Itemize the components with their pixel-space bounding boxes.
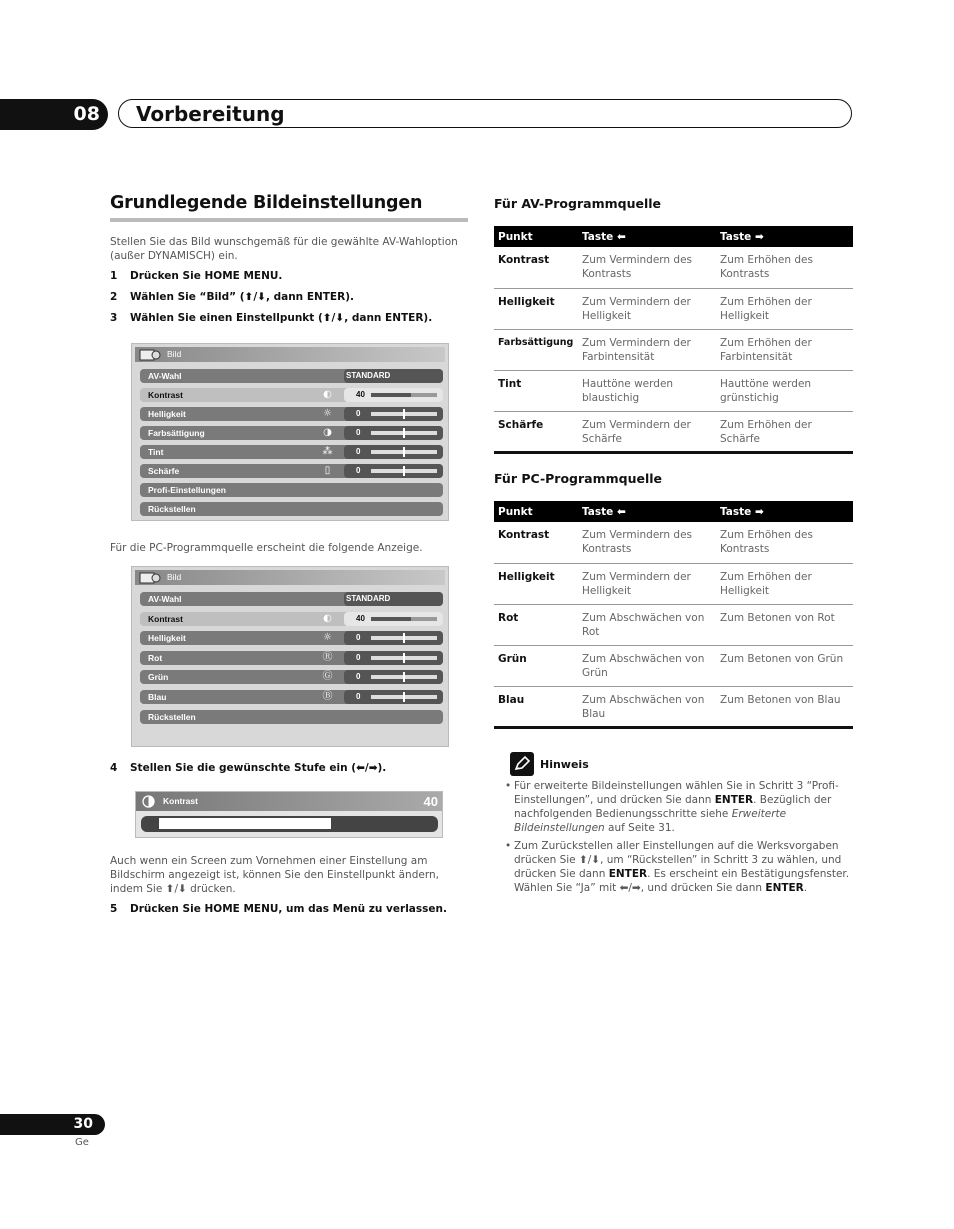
setting-level-bar [371,695,437,699]
step-1 [110,270,282,282]
pc-note: Für die PC-Programmquelle erscheint die folgende Anzeige. [110,542,423,554]
menu-row-label: Rot [148,653,163,663]
note-item-1: • Für erweiterte Bildeinstellungen wählen Sie in Schritt 3 “Profi-Einstellungen”, und drücken Sie dann ENTER. Bezüglich der nachfolgenden Bedienungsschritte siehe Erweiterte Bildeinstellungen auf Seite 31. [505,780,839,834]
table-header-row [494,226,853,247]
setting-level-marker [403,428,405,438]
menu-row[interactable] [140,651,443,665]
setting-level-marker [403,466,405,476]
step-text: Wählen Sie einen Einstellpunkt (⬆/⬇, dann ENTER). [130,312,433,324]
contrast-icon [142,795,155,808]
setting-level-marker [403,692,405,702]
setting-icon: ◐ [323,613,332,624]
table-row [494,604,853,645]
menu-row[interactable] [140,592,443,606]
setting-icon: ◐ [323,389,332,400]
note-bold: ENTER [608,868,648,880]
setting-value: 0 [356,409,361,418]
table-cell-right: Zum Betonen von Grün [716,645,853,686]
note-bold: ENTER [714,794,754,806]
col-punkt: Punkt [494,226,578,247]
table-cell-item: Tint [494,370,578,411]
note-text: auf Seite 31. [604,822,675,834]
contrast-value: 40 [423,794,438,809]
col-taste-right: Taste ➡ [716,226,853,247]
contrast-slider[interactable] [141,816,438,832]
paragraph-2: Auch wenn ein Screen zum Vornehmen einer Einstellung am Bildschirm angezeigt ist, können Sie den Einstellpunkt ändern, indem Sie ⬆/⬇ drücken. [110,855,439,895]
menu-row[interactable] [140,369,443,383]
setting-value: 0 [356,447,361,456]
av-source-title: Für AV-Programmquelle [494,196,661,211]
step-number: 5 [110,903,118,915]
setting-value: 0 [356,633,361,642]
setting-level-bar [371,393,437,397]
menu-row-label: Farbsättigung [148,428,205,438]
step-number: 3 [110,312,118,324]
table-row [494,686,853,727]
step-text: Drücken Sie HOME MENU. [130,270,283,282]
table-cell-left: Zum Vermindern der Helligkeit [578,288,716,329]
setting-icon: ☼ [323,632,332,643]
table-cell-item: Blau [494,686,578,727]
menu-row[interactable] [140,612,443,626]
table-row [494,329,853,370]
setting-value: 0 [356,466,361,475]
setting-value: 40 [356,614,365,623]
table-cell-left: Hauttöne werden blaustichig [578,370,716,411]
setting-level-bar [371,617,437,621]
setting-level-bar [371,412,437,416]
note-text: Für erweiterte Bildeinstellungen wählen Sie in Schritt 3 “Profi-Einstellungen”, und drücken Sie dann [514,780,839,806]
setting-value: 0 [356,653,361,662]
table-cell-left: Zum Abschwächen von Grün [578,645,716,686]
note-text: . Es erscheint ein Bestätigungsfenster. Wählen Sie “Ja” mit ⬅/➡, und drücken Sie dann [514,868,850,894]
setting-icon: Ⓑ [322,691,333,702]
setting-level-marker [403,653,405,663]
table-cell-left: Zum Vermindern der Schärfe [578,411,716,452]
table-cell-item: Farbsättigung [494,329,578,370]
setting-icon: ⁂ [322,446,333,457]
col-taste-right: Taste ➡ [716,501,853,522]
col-taste-left: Taste ⬅ [578,226,716,247]
menu-row-value [344,651,443,665]
menu-row[interactable] [140,445,443,459]
step-text: Drücken Sie HOME MENU, um das Menü zu verlassen. [130,903,447,915]
contrast-bar-header [136,792,442,811]
menu-row[interactable] [140,670,443,684]
menu-row-label: Profi-Einstellungen [148,485,226,495]
setting-level-bar [371,431,437,435]
table-cell-right: Hauttöne werden grünstichig [716,370,853,411]
setting-value: 0 [356,672,361,681]
picture-menu-icon [139,348,163,362]
menu-row[interactable] [140,710,443,724]
language-code: Ge [75,1137,89,1148]
menu-header [135,570,445,585]
table-cell-right: Zum Erhöhen des Kontrasts [716,522,853,563]
setting-value: 0 [356,692,361,701]
table-cell-item: Kontrast [494,522,578,563]
step-number: 2 [110,291,118,303]
setting-icon: Ⓡ [322,652,333,663]
table-cell-item: Schärfe [494,411,578,452]
setting-level-fill [371,393,411,397]
menu-screen-pc [131,566,449,747]
intro-text: Stellen Sie das Bild wunschgemäß für die gewählte AV-Wahloption (außer DYNAMISCH) ein. [110,236,458,262]
menu-row-value [344,612,443,626]
table-cell-left: Zum Vermindern des Kontrasts [578,522,716,563]
chapter-title: Vorbereitung [118,99,852,128]
setting-value: 0 [356,428,361,437]
picture-menu-icon [139,571,163,585]
menu-header [135,347,445,362]
menu-screen-av [131,343,449,521]
menu-row[interactable] [140,388,443,402]
pc-table [494,501,853,729]
setting-level-bar [371,675,437,679]
setting-value: 40 [356,390,365,399]
table-header-row [494,501,853,522]
note-item-2: • Zum Zurückstellen aller Einstellungen auf die Werksvorgaben drücken Sie ⬆/⬇, um “Rückstellen” in Schritt 3 zu wählen, und drücken Sie dann ENTER. Es erscheint ein Bestätigungsfenster. Wählen Sie “Ja” mit ⬅/➡, und drücken Sie dann ENTER. [505,840,850,894]
menu-row[interactable] [140,426,443,440]
col-punkt: Punkt [494,501,578,522]
table-row [494,522,853,563]
menu-row[interactable] [140,502,443,516]
step-number: 1 [110,270,118,282]
contrast-label: Kontrast [163,796,198,806]
menu-row-value [344,670,443,684]
menu-row-label: Tint [148,447,164,457]
setting-level-marker [403,447,405,457]
table-cell-right: Zum Erhöhen der Helligkeit [716,563,853,604]
table-cell-item: Kontrast [494,247,578,288]
menu-row-label: Helligkeit [148,633,186,643]
note-text: Zum Zurückstellen aller Einstellungen auf die Werksvorgaben drücken Sie ⬆/⬇, um “Rückstellen” in Schritt 3 zu wählen, und drücken Sie dann [514,840,842,880]
setting-level-bar [371,656,437,660]
setting-level-marker [403,672,405,682]
contrast-slider-fill [159,818,331,829]
table-cell-right: Zum Betonen von Rot [716,604,853,645]
pc-source-title: Für PC-Programmquelle [494,471,663,486]
menu-row-label: Grün [148,672,169,682]
menu-row-value [344,369,443,383]
table-row [494,247,853,288]
menu-row-label: Schärfe [148,466,180,476]
menu-row-value [344,592,443,606]
setting-icon: ◑ [323,427,332,438]
menu-row[interactable] [140,464,443,478]
step-3 [110,312,432,324]
table-cell-right: Zum Erhöhen der Schärfe [716,411,853,452]
step-text: Wählen Sie “Bild” (⬆/⬇, dann ENTER). [130,291,354,303]
av-mode-value: STANDARD [346,371,391,380]
step-4 [110,762,386,774]
setting-level-bar [371,450,437,454]
av-table [494,226,853,454]
menu-title: Bild [167,349,182,359]
table-cell-right: Zum Erhöhen des Kontrasts [716,247,853,288]
menu-row-label: Rückstellen [148,504,196,514]
menu-row-label: Kontrast [148,614,183,624]
menu-row-label: Blau [148,692,167,702]
menu-row-value [344,690,443,704]
note-pencil-icon [510,752,534,776]
step-text: Stellen Sie die gewünschte Stufe ein (⬅/➡). [130,762,387,774]
table-cell-right: Zum Erhöhen der Farbintensität [716,329,853,370]
menu-row-value [344,426,443,440]
note-title: Hinweis [540,758,589,771]
page-number: 30 [0,1114,105,1135]
chapter-number: 08 [0,99,108,130]
setting-icon: ☼ [323,408,332,419]
table-row [494,288,853,329]
menu-row-value [344,631,443,645]
menu-row[interactable] [140,483,443,497]
menu-row[interactable] [140,407,443,421]
table-cell-item: Helligkeit [494,563,578,604]
table-row [494,370,853,411]
note-link-text: Erweiterte Bildeinstellungen [514,808,787,834]
section-underline [110,218,468,222]
setting-level-bar [371,469,437,473]
table-cell-left: Zum Abschwächen von Blau [578,686,716,727]
note-bold: ENTER [765,882,804,894]
menu-row-value [344,388,443,402]
table-row [494,645,853,686]
menu-row-value [344,445,443,459]
menu-row-label: Rückstellen [148,712,196,722]
setting-level-marker [403,409,405,419]
table-cell-item: Rot [494,604,578,645]
note-text: . Bezüglich der nachfolgenden Bedienungsschritte siehe [514,794,832,820]
setting-level-marker [403,633,405,643]
table-cell-left: Zum Vermindern der Helligkeit [578,563,716,604]
setting-icon: ▯ [324,465,331,476]
table-cell-left: Zum Vermindern des Kontrasts [578,247,716,288]
menu-row-label: Helligkeit [148,409,186,419]
menu-row-label: AV-Wahl [148,371,182,381]
menu-row[interactable] [140,690,443,704]
table-cell-item: Helligkeit [494,288,578,329]
av-mode-value: STANDARD [346,594,391,603]
setting-level-fill [371,617,411,621]
section-title: Grundlegende Bildeinstellungen [110,193,423,213]
menu-title: Bild [167,572,182,582]
menu-row-value [344,407,443,421]
col-taste-left: Taste ⬅ [578,501,716,522]
table-cell-right: Zum Erhöhen der Helligkeit [716,288,853,329]
table-row [494,411,853,452]
table-cell-left: Zum Abschwächen von Rot [578,604,716,645]
table-cell-left: Zum Vermindern der Farbintensität [578,329,716,370]
menu-row-label: Kontrast [148,390,183,400]
menu-row-value [344,464,443,478]
setting-icon: Ⓖ [322,671,333,682]
table-cell-right: Zum Betonen von Blau [716,686,853,727]
contrast-adjust-bar [135,791,443,838]
menu-row-label: AV-Wahl [148,594,182,604]
setting-level-bar [371,636,437,640]
step-number: 4 [110,762,118,774]
menu-row[interactable] [140,631,443,645]
step-5 [110,903,447,915]
note-text: . [803,882,808,894]
step-2 [110,291,354,303]
table-row [494,563,853,604]
table-cell-item: Grün [494,645,578,686]
